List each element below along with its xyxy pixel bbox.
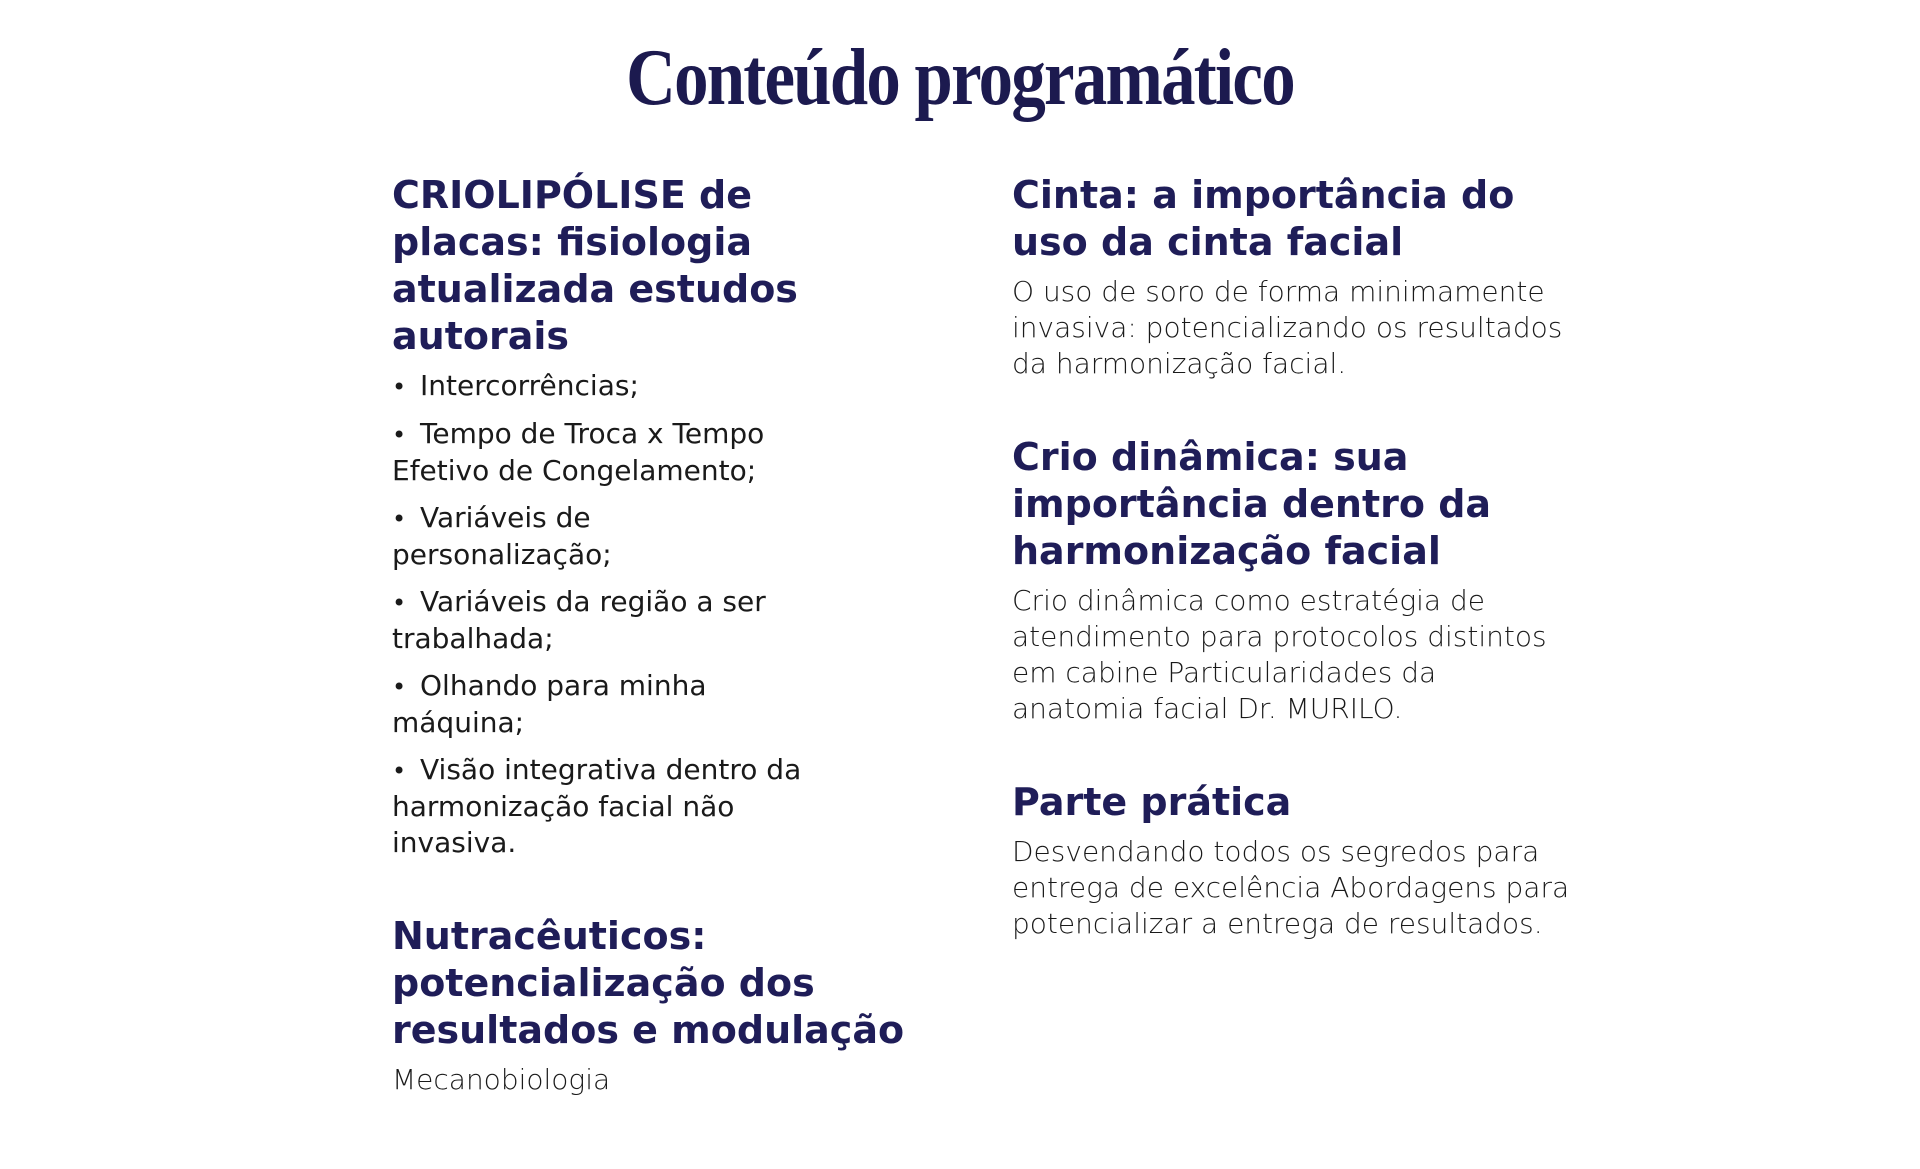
section-heading: Parte prática — [1012, 780, 1292, 824]
section-nutraceuticos — [392, 913, 912, 1098]
left-column — [392, 172, 912, 1098]
right-column — [1012, 172, 1572, 942]
bullet-icon: • — [392, 373, 407, 401]
list-item — [392, 584, 812, 657]
section-parte-pratica — [1012, 779, 1572, 942]
section-cinta — [1012, 172, 1572, 382]
bullet-icon: • — [392, 421, 407, 449]
section-text: O uso de soro de forma minimamente invasiva: potencializando os resultados da harmonização facial. — [1012, 275, 1563, 380]
section-heading: Cinta: a importância do uso da cinta facial — [1012, 173, 1515, 264]
list-item — [392, 500, 812, 573]
section-text: Crio dinâmica como estratégia de atendimento para protocolos distintos em cabine Particularidades da anatomia facial Dr. MURILO. — [1012, 584, 1547, 725]
section-heading: CRIOLIPÓLISE de placas: fisiologia atualizada estudos autorais — [392, 173, 798, 358]
list-item-text: Intercorrências; — [420, 369, 639, 402]
list-item-text: Variáveis de personalização; — [392, 501, 612, 571]
list-item — [392, 368, 812, 405]
bullet-icon: • — [392, 673, 407, 701]
list-item-text: Variáveis da região a ser trabalhada; — [392, 585, 766, 655]
list-item — [392, 416, 812, 489]
section-text: Desvendando todos os segredos para entrega de excelência Abordagens para potencializar a entrega de resultados. — [1012, 835, 1570, 940]
section-heading: Nutracêuticos: potencialização dos resultados e modulação — [392, 914, 905, 1052]
list-item — [392, 752, 812, 861]
bullet-icon: • — [392, 505, 407, 533]
section-text: Mecanobiologia — [392, 1063, 611, 1096]
list-item-text: Olhando para minha máquina; — [392, 669, 707, 739]
section-criolipolise — [392, 172, 912, 861]
bullet-list — [392, 368, 912, 861]
bullet-icon: • — [392, 589, 407, 617]
list-item-text: Visão integrativa dentro da harmonização facial não invasiva. — [392, 753, 802, 859]
section-heading: Crio dinâmica: sua importância dentro da harmonização facial — [1012, 435, 1492, 573]
list-item — [392, 668, 812, 741]
section-crio-dinamica — [1012, 434, 1572, 727]
list-item-text: Tempo de Troca x Tempo Efetivo de Congelamento; — [392, 417, 765, 487]
page-title: Conteúdo programático — [626, 34, 1294, 122]
bullet-icon: • — [392, 757, 407, 785]
